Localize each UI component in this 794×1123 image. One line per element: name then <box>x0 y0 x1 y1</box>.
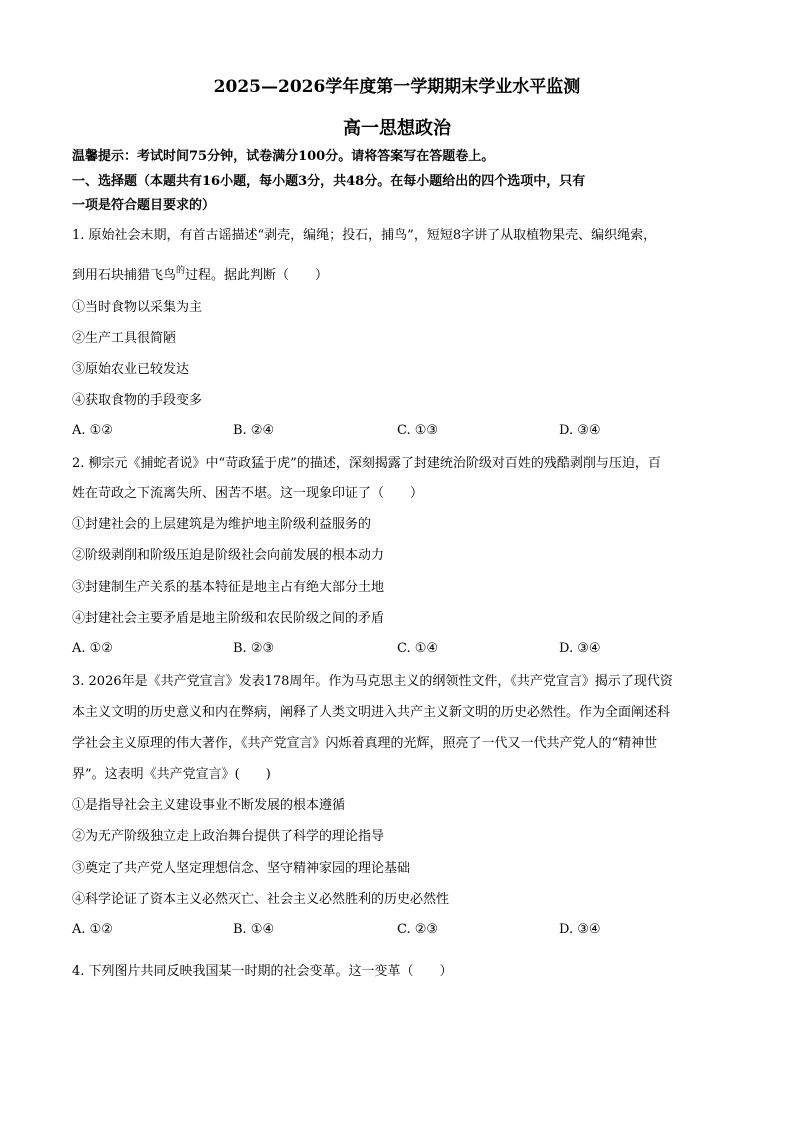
section-heading-line1: 一、选择题（本题共有16小题，每小题3分，共48分。在每小题给出的四个选项中，只有 <box>72 174 586 189</box>
q1-item-2: ②生产工具很简陋 <box>72 331 177 346</box>
q2-stem-line1: 2. 柳宗元《捕蛇者说》中“苛政猛于虎”的描述，深刻揭露了封建统治阶级对百姓的残酷剥削与压迫，百 <box>72 456 661 471</box>
q4-stem-line1: 4. 下列图片共同反映我国某一时期的社会变革。这一变革（ ） <box>72 964 453 979</box>
q1-item-4: ④获取食物的手段变多 <box>72 393 203 408</box>
q1-stem-line2 <box>72 262 722 285</box>
q2-item-4: ④封建社会主要矛盾是地主阶级和农民阶级之间的矛盾 <box>72 611 385 626</box>
q3-stem-line4: 界”。这表明《共产党宣言》( ) <box>72 767 271 782</box>
q1-stem-text-end: 过程。据此判断（ ） <box>185 268 329 283</box>
section-heading-line2: 一项是符合题目要求的） <box>72 198 216 213</box>
q3-stem-line1: 3. 2026年是《共产党宣言》发表178周年。作为马克思主义的纲领性文件，《共产党宣言》揭示了现代资 <box>72 674 673 689</box>
exam-title: 2025—2026学年度第一学期期末学业水平监测 <box>213 77 581 97</box>
q1-option-d: D. ③④ <box>559 423 601 438</box>
q2-item-3: ③封建制生产关系的基本特征是地主占有绝大部分土地 <box>72 580 385 595</box>
q1-options <box>72 423 722 441</box>
q2-option-a: A. ①② <box>72 641 113 656</box>
q2-option-b: B. ②③ <box>233 641 275 656</box>
q1-option-b: B. ②④ <box>233 423 275 438</box>
q3-item-2: ②为无产阶级独立走上政治舞台提供了科学的理论指导 <box>72 829 385 844</box>
q1-stem-line1: 1. 原始社会末期，有首古谣描述“剥壳，编绳；投石，捕鸟”，短短8字讲了从取植物果壳、编织绳索， <box>72 228 657 243</box>
q3-option-b: B. ①④ <box>233 922 275 937</box>
q2-option-d: D. ③④ <box>559 641 601 656</box>
q1-stem-superscript: 的 <box>176 266 186 276</box>
q2-stem-line2: 姓在苛政之下流离失所、困苦不堪。这一现象印证了（ ） <box>72 486 424 501</box>
q2-option-c: C. ①④ <box>397 641 439 656</box>
q3-option-a: A. ①② <box>72 922 113 937</box>
notice: 温馨提示：考试时间75分钟，试卷满分100分。请将答案写在答题卷上。 <box>72 149 495 164</box>
q2-item-2: ②阶级剥削和阶级压迫是阶级社会向前发展的根本动力 <box>72 548 385 563</box>
q1-stem-text: 到用石块捕猎飞鸟 <box>72 268 177 283</box>
q1-option-a: A. ①② <box>72 423 113 438</box>
q2-item-1: ①封建社会的上层建筑是为维护地主阶级利益服务的 <box>72 517 372 532</box>
exam-subject: 高一思想政治 <box>343 118 451 139</box>
q1-option-c: C. ①③ <box>397 423 439 438</box>
q2-options <box>72 641 722 659</box>
q1-item-1: ①当时食物以采集为主 <box>72 300 203 315</box>
q3-item-3: ③奠定了共产党人坚定理想信念、坚守精神家园的理论基础 <box>72 861 411 876</box>
q3-option-d: D. ③④ <box>559 922 601 937</box>
q3-stem-line3: 学社会主义原理的伟大著作，《共产党宣言》闪烁着真理的光辉，照亮了一代又一代共产党人的“精神世 <box>72 736 658 751</box>
q3-options <box>72 922 722 940</box>
q3-stem-line2: 本主义文明的历史意义和内在弊病，阐释了人类文明进入共产主义新文明的历史必然性。作为全面阐述科 <box>72 705 671 720</box>
q3-option-c: C. ②③ <box>397 922 439 937</box>
q3-item-1: ①是指导社会主义建设事业不断发展的根本遵循 <box>72 798 346 813</box>
q1-item-3: ③原始农业已较发达 <box>72 362 190 377</box>
q3-item-4: ④科学论证了资本主义必然灭亡、社会主义必然胜利的历史必然性 <box>72 892 450 907</box>
